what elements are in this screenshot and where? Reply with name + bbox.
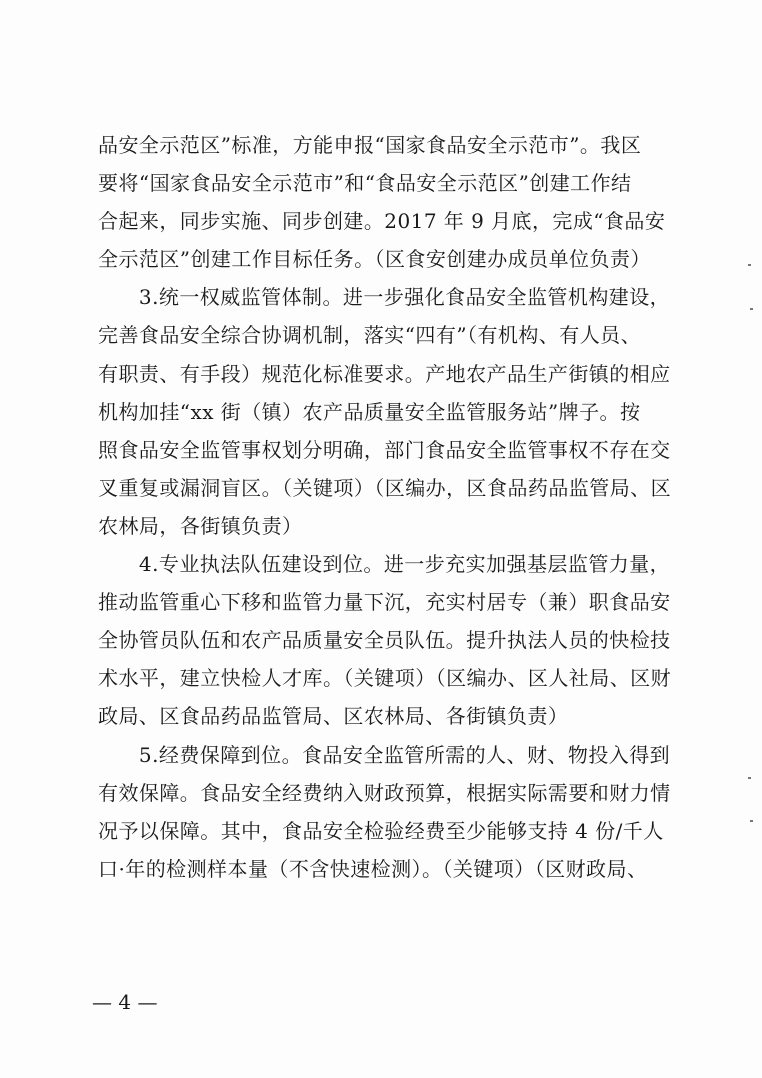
text-line: 有职责、有手段）规范化标准要求。产地农产品生产街镇的相应 [98,361,671,386]
text-line: 3.统一权威监管体制。进一步强化食品安全监管机构建设， [98,285,671,310]
text-line: 完善食品安全综合协调机制，落实“四有”（有机构、有人员、 [98,323,642,348]
text-line: 全示范区”创建工作目标任务。（区食安创建办成员单位负责） [98,247,651,272]
text-line: 品安全示范区”标准，方能申报“国家食品安全示范市”。我区 [98,133,642,157]
text-line: 5.经费保障到位。食品安全监管所需的人、财、物投入得到 [98,742,671,767]
text-line: 况予以保障。其中，食品安全检验经费至少能够支持 4 份/千人 [98,818,664,843]
text-line: 口·年的检测样本量（不含快速检测）。（关键项）（区财政局、 [98,856,648,881]
scan-speck [750,308,753,310]
text-line: 术水平，建立快检人才库。（关键项）（区编办、区人社局、区财 [98,666,672,691]
scan-speck [750,820,753,822]
scan-speck [748,777,751,779]
text-line: 叉重复或漏洞盲区。（关键项）（区编办，区食品药品监管局、区 [98,475,672,500]
text-line: 要将“国家食品安全示范市”和“食品安全示范区”创建工作结 [98,171,632,196]
text-line: 全协管员队伍和农产品质量安全员队伍。提升执法人员的快检技 [98,628,671,653]
text-line: 4.专业执法队伍建设到位。进一步充实加强基层监管力量， [98,552,671,577]
text-line: 机构加挂“xx 街（镇）农产品质量安全监管服务站”牌子。按 [98,399,641,424]
text-line: 照食品安全监管事权划分明确，部门食品安全监管事权不存在交 [98,437,671,462]
text-line: 政局、区食品药品监管局、区农林局、各街镇负责） [98,704,569,729]
scan-speck [748,264,751,266]
text-line: 推动监管重心下移和监管力量下沉，充实村居专（兼）职食品安 [98,590,671,615]
text-line: 有效保障。食品安全经费纳入财政预算，根据实际需要和财力情 [98,780,671,805]
text-line: 合起来，同步实施、同步创建。2017 年 9 月底，完成“食品安 [98,209,666,234]
page-number: — 4 — [92,990,158,1014]
text-line: 农林局，各街镇负责） [98,513,303,538]
body-text [98,126,670,888]
